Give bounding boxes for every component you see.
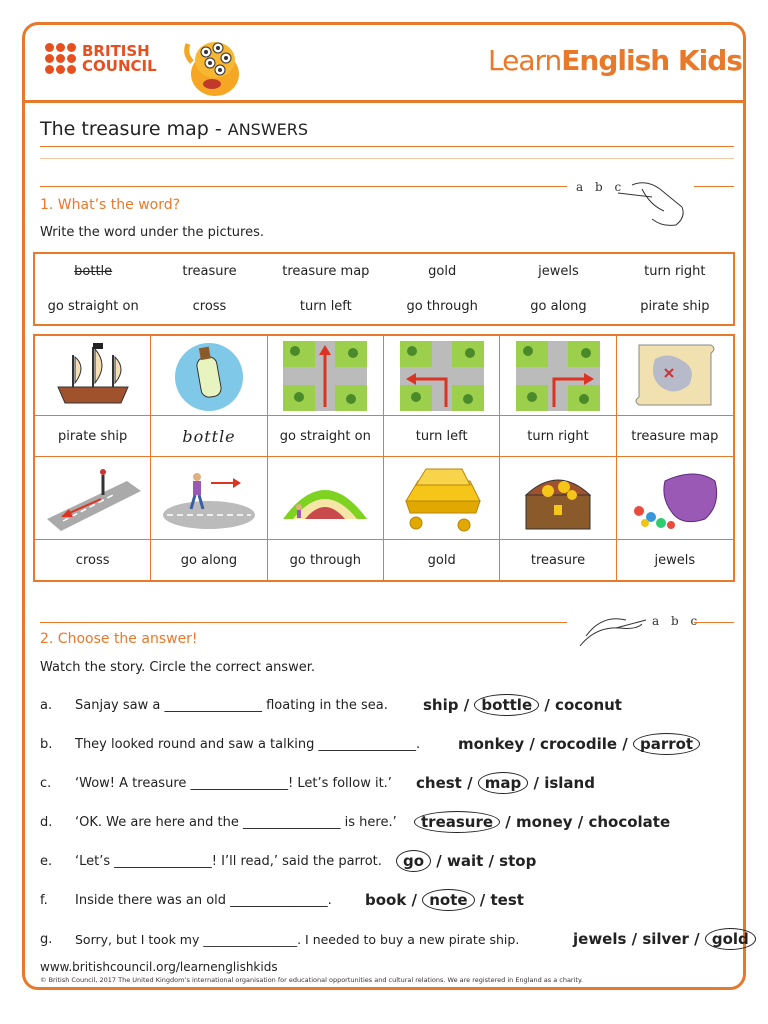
question-text: Sanjay saw a _______________ floating in the sea. (75, 698, 388, 713)
title-guide-line (40, 158, 734, 159)
message-bottle-icon (159, 339, 259, 413)
picture-cell (35, 457, 151, 540)
word-bank-item: go through (406, 299, 478, 314)
question-letter: f. (40, 893, 48, 908)
section1-abc: a b c (576, 180, 626, 194)
footer-url-link[interactable]: www.britishcouncil.org/learnenglishkids (40, 960, 278, 974)
answer-options: ship / bottle / coconut (423, 696, 622, 714)
title-answers: ANSWERS (227, 120, 309, 139)
picture-cell (151, 336, 267, 416)
picture-label: go through (268, 540, 384, 581)
turn-left-map-icon (392, 339, 492, 413)
circled-answer: treasure (414, 811, 500, 833)
question-text: They looked round and saw a talking _______________. (75, 737, 421, 752)
picture-label: treasure (500, 540, 616, 581)
cross-road-icon (43, 461, 143, 535)
question-row (40, 928, 749, 954)
logo-dots-icon (45, 43, 76, 74)
answer-options: chest / map / island (416, 774, 595, 792)
word-bank (33, 252, 735, 326)
brand-line2: COUNCIL (82, 56, 157, 75)
picture-cell (151, 457, 267, 540)
turn-right-map-icon (508, 339, 608, 413)
question-row (40, 811, 740, 837)
question-row (40, 772, 740, 798)
monster-mascot-icon (180, 32, 250, 102)
section1-rule (40, 186, 567, 187)
question-letter: b. (40, 737, 53, 752)
gold-bars-icon (392, 461, 492, 535)
picture-grid (33, 334, 735, 582)
question-row (40, 733, 740, 759)
question-row (40, 694, 740, 720)
treasure-map-icon (625, 339, 725, 413)
word-bank-item: turn left (299, 299, 352, 314)
word-bank-item: bottle (74, 264, 113, 279)
section2-rule (40, 622, 567, 623)
answer-options: book / note / test (365, 891, 524, 909)
picture-label: gold (384, 540, 500, 581)
picture-label: turn left (384, 416, 500, 457)
walk-along-icon (159, 461, 259, 535)
question-row (40, 889, 740, 915)
picture-cell (384, 457, 500, 540)
word-bank-item: pirate ship (640, 299, 710, 314)
brand-line1: BRITISH (82, 41, 150, 60)
answer-options: jewels / silver / gold (573, 928, 756, 950)
circled-answer: note (422, 889, 474, 911)
section1-rule-end (694, 186, 734, 187)
word-bank-item: jewels (538, 264, 579, 279)
question-letter: c. (40, 776, 52, 791)
picture-cell (500, 457, 616, 540)
circled-answer: bottle (474, 694, 539, 716)
picture-cell (35, 336, 151, 416)
writing-hand-icon (612, 175, 690, 231)
picture-cell (268, 457, 384, 540)
question-text: Sorry, but I took my _______________. I needed to buy a new pirate ship. (75, 932, 520, 947)
treasure-chest-icon (508, 461, 608, 535)
answer-options: go / wait / stop (396, 850, 536, 872)
picture-cell (500, 336, 616, 416)
jewels-bag-icon (625, 461, 725, 535)
picture-label: treasure map (617, 416, 733, 457)
picture-label: go straight on (268, 416, 384, 457)
learnenglish-kids-logo: LearnEnglish Kids (488, 44, 742, 77)
question-text: ‘Wow! A treasure _______________! Let’s follow it.’ (75, 776, 392, 791)
section2-heading: 2. Choose the answer! (40, 631, 198, 647)
go-straight-map-icon (275, 339, 375, 413)
word-bank-item: go along (530, 299, 587, 314)
answer-options: treasure / money / chocolate (414, 811, 670, 833)
section2-abc: a b c (652, 614, 702, 628)
question-letter: g. (40, 932, 53, 947)
word-bank-item: cross (192, 299, 227, 314)
word-bank-item: treasure (182, 264, 237, 279)
word-bank-item: gold (428, 264, 457, 279)
picture-label: pirate ship (35, 416, 151, 457)
section2-instruction: Watch the story. Circle the correct answer. (40, 660, 315, 675)
word-bank-item: treasure map (282, 264, 370, 279)
question-letter: e. (40, 854, 53, 869)
picture-cell (617, 457, 733, 540)
section1-heading: 1. What’s the word? (40, 197, 181, 213)
title-underline (40, 146, 734, 147)
circled-answer: parrot (633, 733, 700, 755)
picture-cell (384, 336, 500, 416)
pirate-ship-icon (43, 339, 143, 413)
word-bank-item: go straight on (47, 299, 139, 314)
picture-label: jewels (654, 553, 696, 568)
question-row (40, 850, 740, 876)
picture-cell (268, 336, 384, 416)
picture-label: cross (35, 540, 151, 581)
circled-answer: go (396, 850, 431, 872)
tunnel-icon (275, 461, 375, 535)
answer-options: monkey / crocodile / parrot (458, 733, 700, 755)
british-council-logo (45, 43, 157, 74)
picture-label-handwritten: bottle (151, 416, 267, 457)
section1-instruction: Write the word under the pictures. (40, 225, 264, 240)
picture-label: go along (151, 540, 267, 581)
header-divider (22, 100, 746, 103)
question-text: ‘Let’s _______________! I’ll read,’ said the parrot. (75, 854, 382, 869)
page-title: The treasure map - ANSWERS (40, 118, 309, 140)
footer-copyright: © British Council, 2017 The United Kingdom’s international organisation for educational opportunities and cultural relations. We are registered in England as a charity. (40, 976, 583, 984)
question-letter: a. (40, 698, 53, 713)
circled-answer: gold (705, 928, 756, 950)
question-text: Inside there was an old _______________. (75, 893, 332, 908)
question-letter: d. (40, 815, 53, 830)
picture-label: turn right (500, 416, 616, 457)
picture-cell (617, 336, 733, 416)
question-text: ‘OK. We are here and the _______________ is here.’ (75, 815, 397, 830)
word-bank-item: turn right (644, 264, 706, 279)
circled-answer: map (478, 772, 529, 794)
writing-hand-icon (576, 606, 652, 656)
